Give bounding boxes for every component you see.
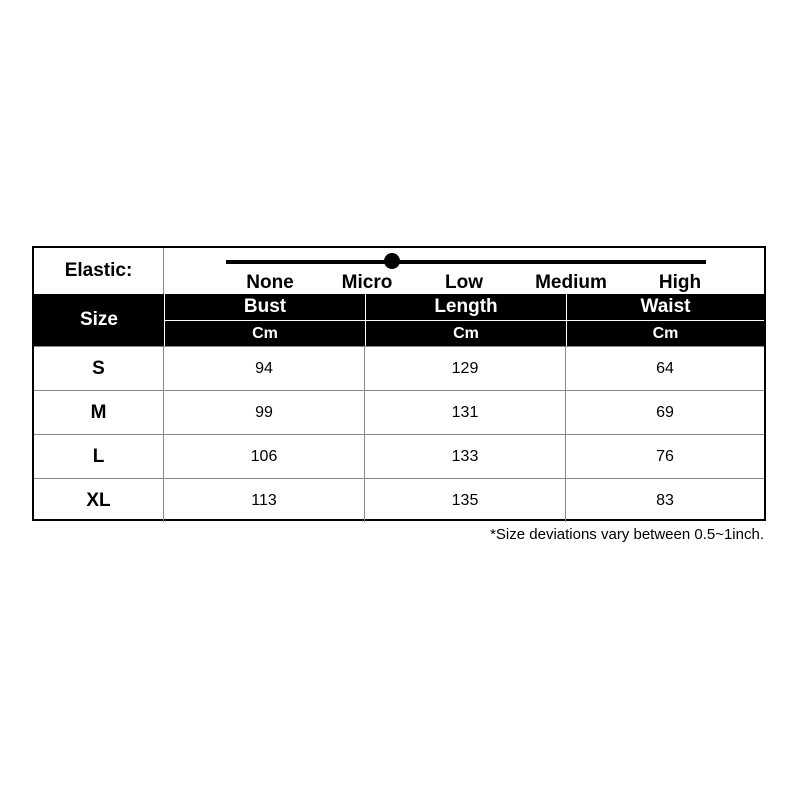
length-cell: 129 bbox=[365, 347, 566, 390]
bust-cell: 99 bbox=[164, 391, 365, 434]
elastic-scale bbox=[164, 248, 764, 294]
elastic-level-none: None bbox=[246, 272, 294, 293]
elastic-scale-line bbox=[226, 260, 706, 264]
bust-cell: 94 bbox=[164, 347, 365, 390]
elastic-level-medium: Medium bbox=[535, 272, 607, 293]
table-row bbox=[34, 478, 764, 522]
waist-cell: 83 bbox=[656, 491, 674, 509]
length-cell: 131 bbox=[365, 391, 566, 434]
elastic-label: Elastic: bbox=[34, 248, 164, 294]
header-length-unit: Cm bbox=[366, 320, 566, 346]
waist-cell: 64 bbox=[656, 359, 674, 377]
size-deviation-note: *Size deviations vary between 0.5~1inch. bbox=[490, 526, 764, 543]
size-cell: L bbox=[34, 435, 164, 478]
bust-cell: 106 bbox=[164, 435, 365, 478]
size-cell: M bbox=[34, 391, 164, 434]
table-header bbox=[34, 294, 764, 346]
header-waist-unit: Cm bbox=[567, 320, 764, 346]
header-waist: Waist bbox=[640, 296, 691, 317]
length-cell: 135 bbox=[365, 479, 566, 522]
bust-cell: 113 bbox=[164, 479, 365, 522]
elastic-level-micro: Micro bbox=[341, 272, 393, 293]
header-length: Length bbox=[434, 296, 498, 317]
table-row bbox=[34, 434, 764, 478]
elastic-level-low: Low bbox=[445, 272, 483, 293]
size-chart-table bbox=[32, 246, 766, 521]
header-bust: Bust bbox=[243, 296, 287, 317]
waist-cell: 69 bbox=[656, 403, 674, 421]
waist-cell: 76 bbox=[656, 447, 674, 465]
table-row bbox=[34, 346, 764, 390]
elastic-selected-marker bbox=[384, 253, 400, 269]
elastic-level-high: High bbox=[658, 272, 702, 293]
length-cell: 133 bbox=[365, 435, 566, 478]
header-size: Size bbox=[79, 309, 119, 330]
size-cell: S bbox=[34, 347, 164, 390]
size-cell: XL bbox=[34, 479, 164, 522]
header-bust-unit: Cm bbox=[165, 320, 365, 346]
table-row bbox=[34, 390, 764, 434]
